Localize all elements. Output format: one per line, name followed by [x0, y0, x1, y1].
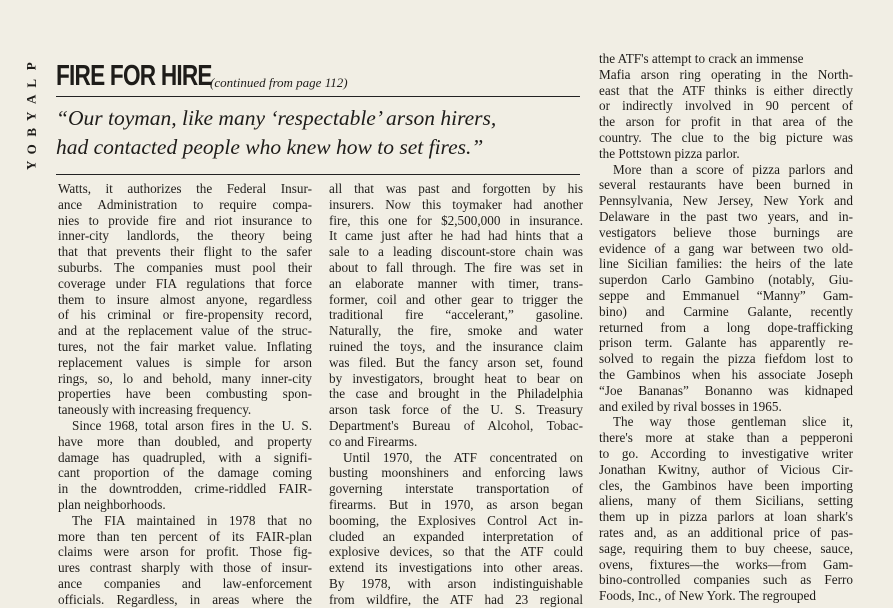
magazine-label-letter: L [23, 78, 39, 88]
text-line: ruined the toys, and the insurance claim [329, 338, 583, 354]
text-line: bino) and Carmine Galante, recently [599, 303, 853, 319]
text-line: Naturally, the fire, smoke and water [329, 323, 583, 339]
continued-note: (continued from page 112) [210, 75, 348, 90]
text-line: firearms. But in 1970, as arson began [329, 496, 583, 512]
text-line: the Gambinos when his associate Joseph [599, 366, 853, 382]
text-line: have more than doubled, and property [58, 433, 312, 449]
text-line: Since 1968, total arson fires in the U. S. [72, 417, 312, 433]
text-line: extend its investigations into other areas. [329, 560, 583, 576]
text-line: that that prevents their flight to the safer [58, 244, 312, 260]
pull-quote-line: “Our toyman, like many ‘respectable’ arson hirers, [56, 106, 497, 130]
text-line: The way those gentleman slice it, [613, 414, 853, 430]
text-line: suburbs. The companies must pool their [58, 259, 312, 275]
text-line: More than a score of pizza parlors and [613, 161, 853, 177]
text-line: coverage under FIA regulations that force [58, 275, 312, 291]
text-line: insurers. Now this toymaker had another [329, 196, 583, 212]
text-line: several restaurants have been burned in [599, 177, 853, 193]
text-line: explosive devices, so that the ATF could [329, 544, 583, 560]
text-line: Department's Bureau of Alcohol, Tobac- [329, 417, 583, 433]
text-line: was filed. But the fancy arson set, found [329, 354, 583, 370]
text-line: taneously with increasing frequency. [58, 402, 252, 418]
pull-quote-rule [56, 174, 580, 175]
text-line: or indirectly involved in 90 percent of [599, 98, 853, 114]
text-line: more than ten percent of its FAIR-plan [58, 528, 312, 544]
text-line: by investigators, brought heat to bear on [329, 370, 583, 386]
text-line: superdon Carlo Gambino (notably, Giu- [599, 272, 853, 288]
text-line: the arson for profit in that area of the [599, 114, 853, 130]
text-line: them up in pizza parlors at loan shark's [599, 509, 853, 525]
text-line: The FIA maintained in 1978 that no [72, 512, 312, 528]
text-line: fire, this one for $2,500,000 in insurance. [329, 212, 583, 228]
text-line: plan neighborhoods. [58, 496, 166, 512]
text-line: country. The clue to the big picture was [599, 129, 853, 145]
text-line: sage, requiring them to buy cheese, sauce, [599, 540, 853, 556]
magazine-label-letter: P [23, 62, 39, 71]
text-line: rings, so, lo and behold, many inner-city [58, 370, 312, 386]
text-line: there's more at stake than a pepperoni [599, 430, 853, 446]
text-line: and at the replacement value of the struc- [58, 323, 312, 339]
text-line: solved to regain the pizza fiefdom lost to [599, 351, 853, 367]
text-line: cant proportion of the damage coming [58, 465, 312, 481]
text-line: Foods, Inc., of New York. The regrouped [599, 588, 816, 604]
pull-quote-line: had contacted people who knew how to set fires.” [56, 135, 484, 159]
magazine-label-letter: Y [23, 111, 39, 121]
text-line: to go. According to investigative writer [599, 445, 853, 461]
text-line: traditional fire “accelerant,” gasoline. [329, 307, 583, 323]
pull-quote [56, 104, 584, 162]
text-line: By 1978, with arson indistinguishable [329, 575, 583, 591]
text-line: claims were arson for profit. Those fig- [58, 544, 312, 560]
text-line: cles, the Gambinos have been importing [599, 477, 853, 493]
text-line: “Joe Bananas” Bonanno was kidnaped [599, 382, 853, 398]
magazine-label-letter: O [23, 143, 39, 154]
text-line: of his criminal or fire-propensity record, [58, 307, 312, 323]
text-line: evidence of a gang war between two old- [599, 240, 853, 256]
magazine-label-letter: Y [23, 160, 39, 170]
text-line: from wildfire, the ATF had 23 regional [329, 591, 583, 607]
text-line: nies to provide fire and riot insurance to [58, 212, 312, 228]
text-line: Watts, it authorizes the Federal Insur- [58, 181, 312, 196]
text-line: tures, not the fair market value. Inflating [58, 338, 312, 354]
text-line: Until 1970, the ATF concentrated on [343, 449, 583, 465]
text-column-3 [599, 51, 853, 604]
text-line: booming, the Explosives Control Act in- [329, 512, 583, 528]
text-line: Delaware in the past two years, and in- [599, 208, 853, 224]
text-line: aliens, many of them Sicilians, setting [599, 493, 853, 509]
text-line: Mafia arson ring operating in the North- [599, 66, 853, 82]
text-line: properties have been combusting spon- [58, 386, 312, 402]
text-line: all that was past and forgotten by his [329, 181, 583, 196]
text-line: the case and brought in the Philadelphia [329, 386, 583, 402]
text-line: ance companies and law-enforcement [58, 575, 312, 591]
text-line: arson task force of the U. S. Treasury [329, 402, 583, 418]
text-line: rates and, as an additional price of pas- [599, 524, 853, 540]
text-line: Pennsylvania, New Jersey, New York and [599, 193, 853, 209]
text-line: about to fall through. The fire was set in [329, 259, 583, 275]
magazine-label-letter: B [23, 127, 39, 137]
text-line: former, coil and other gear to trigger the [329, 291, 583, 307]
text-line: cluded an expanded interpretation of [329, 528, 583, 544]
text-line: east that the ATF thinks is either directly [599, 82, 853, 98]
magazine-label-letter: A [23, 94, 39, 104]
article-header [56, 60, 580, 97]
text-line: and exiled by rival bosses in 1965. [599, 398, 782, 414]
text-line: busting moonshiners and enforcing laws [329, 465, 583, 481]
text-line: an elaborate manner with timer, trans- [329, 275, 583, 291]
text-column-2 [329, 181, 583, 608]
magazine-label [18, 58, 46, 174]
text-column-1 [58, 181, 312, 608]
text-line: vestigators believe those burnings are [599, 224, 853, 240]
text-line: It came just after he had had hints that a [329, 228, 583, 244]
text-line: replacement values is simple for arson [58, 354, 312, 370]
text-line: the Pottstown pizza parlor. [599, 145, 740, 161]
text-line: co and Firearms. [329, 433, 418, 449]
text-line: Jonathan Kwitny, author of Vicious Cir- [599, 461, 853, 477]
text-line: damage has quadrupled, with a signifi- [58, 449, 312, 465]
text-line: governing interstate transportation of [329, 481, 583, 497]
text-line: in the downtrodden, crime-riddled FAIR- [58, 481, 312, 497]
text-line: returned from a long dope-trafficking [599, 319, 853, 335]
text-line: ance Administration to require compa- [58, 196, 312, 212]
text-line: bino-controlled companies such as Ferro [599, 572, 853, 588]
text-line: seppe and Emmanuel “Manny” Gam- [599, 287, 853, 303]
article-title: FIRE FOR HIRE [56, 60, 212, 92]
text-line: inner-city landlords, the theory being [58, 228, 312, 244]
text-line: prison term. Galante has apparently re- [599, 335, 853, 351]
text-line: line Sicilian families: the heirs of the late [599, 256, 853, 272]
text-line: ovens, fixtures—the works—from Gam- [599, 556, 853, 572]
text-line: ures contrast sharply with those of insur- [58, 560, 312, 576]
text-line: officials. Regardless, in areas where the [58, 591, 312, 607]
text-line: the ATF's attempt to crack an immense [599, 51, 804, 66]
text-line: sale to a leading discount-store chain was [329, 244, 583, 260]
text-line: them to insure almost anyone, regardless [58, 291, 312, 307]
